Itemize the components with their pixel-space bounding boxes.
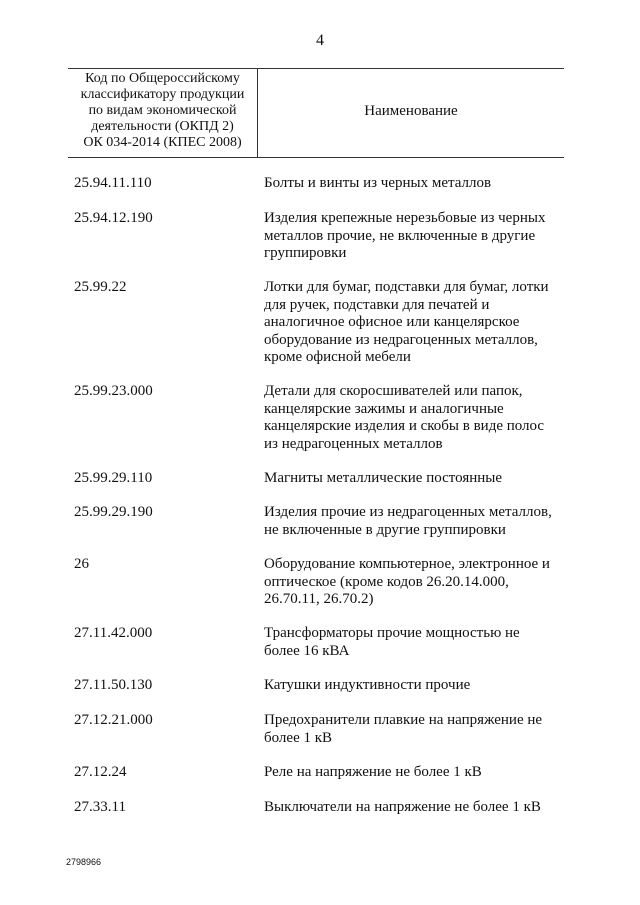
row-code: 27.11.42.000 (74, 625, 153, 641)
row-name-line: Катушки индуктивности прочие (264, 677, 471, 693)
row-name-line: Изделия прочие из недрагоценных металлов, (264, 504, 552, 520)
row-name-line: более 16 кВА (264, 642, 350, 659)
row-name-line: Болты и винты из черных металлов (264, 175, 492, 191)
row-name-line: Предохранители плавкие на напряжение не (264, 712, 543, 728)
row-code: 27.12.24 (74, 764, 127, 780)
row-name (264, 175, 564, 193)
row-name-line: Детали для скоросшивателей или папок, (264, 383, 523, 399)
row-name-line: канцелярские зажимы и аналогичные (264, 400, 504, 417)
row-name-line: для ручек, подставки для печатей и (264, 296, 490, 313)
row-name (264, 210, 564, 263)
header-code-column (68, 69, 258, 157)
row-name (264, 677, 564, 695)
row-name-line: не включенные в другие группировки (264, 521, 506, 538)
header-code-line: ОК 034-2014 (КПЕС 2008) (83, 135, 242, 150)
header-code-line: деятельности (ОКПД 2) (91, 119, 234, 134)
row-name-line: 26.70.11, 26.70.2) (264, 591, 374, 607)
row-name-line: Выключатели на напряжение не более 1 кВ (264, 799, 541, 815)
row-name (264, 556, 564, 609)
row-code: 25.94.12.190 (74, 210, 153, 226)
row-code: 25.99.29.190 (74, 504, 153, 520)
row-name-line: кроме офисной мебели (264, 349, 411, 365)
row-code: 27.11.50.130 (74, 677, 153, 693)
row-name-line: Магниты металлические постоянные (264, 470, 503, 486)
row-code: 27.12.21.000 (74, 712, 153, 728)
row-name-line: канцелярские изделия и скобы в виде полос (264, 418, 545, 434)
header-code-line: по видам экономической (88, 103, 237, 118)
row-name-line: Лотки для бумаг, подставки для бумаг, лотки (264, 279, 549, 295)
row-name-line: аналогичное офисное или канцелярское (264, 314, 520, 330)
page-number: 4 (316, 32, 324, 49)
row-name-line: группировки (264, 245, 347, 261)
row-name (264, 625, 564, 660)
row-name-line: Трансформаторы прочие мощностью не (264, 625, 520, 641)
row-name (264, 470, 564, 488)
row-name (264, 279, 564, 367)
document-id: 2798966 (66, 857, 102, 867)
row-code: 25.99.23.000 (74, 383, 153, 399)
row-name-line: Изделия крепежные нерезьбовые из черных (264, 210, 546, 226)
row-name-line: оборудование из недрагоценных металлов, (264, 331, 538, 348)
row-name (264, 383, 564, 453)
header-code-line: Код по Общероссийскому (85, 71, 240, 86)
row-code: 26 (74, 556, 89, 572)
row-name-line: из недрагоценных металлов (264, 435, 443, 452)
row-code: 25.99.22 (74, 279, 127, 295)
header-name-column: Наименование (364, 102, 458, 119)
row-name (264, 712, 564, 747)
row-code: 25.94.11.110 (74, 175, 152, 191)
table-header (68, 68, 564, 158)
row-name-line: Реле на напряжение не более 1 кВ (264, 764, 482, 780)
row-name-line: металлов прочие, не включенные в другие (264, 227, 536, 244)
row-code: 27.33.11 (74, 799, 126, 815)
header-code-line: классификатору продукции (80, 87, 245, 102)
row-name (264, 504, 564, 539)
row-code: 25.99.29.110 (74, 470, 153, 486)
row-name (264, 799, 564, 817)
row-name-line: Оборудование компьютерное, электронное и (264, 556, 550, 572)
row-name (264, 764, 564, 782)
row-name-line: оптическое (кроме кодов 26.20.14.000, (264, 573, 509, 590)
row-name-line: более 1 кВ (264, 729, 333, 746)
